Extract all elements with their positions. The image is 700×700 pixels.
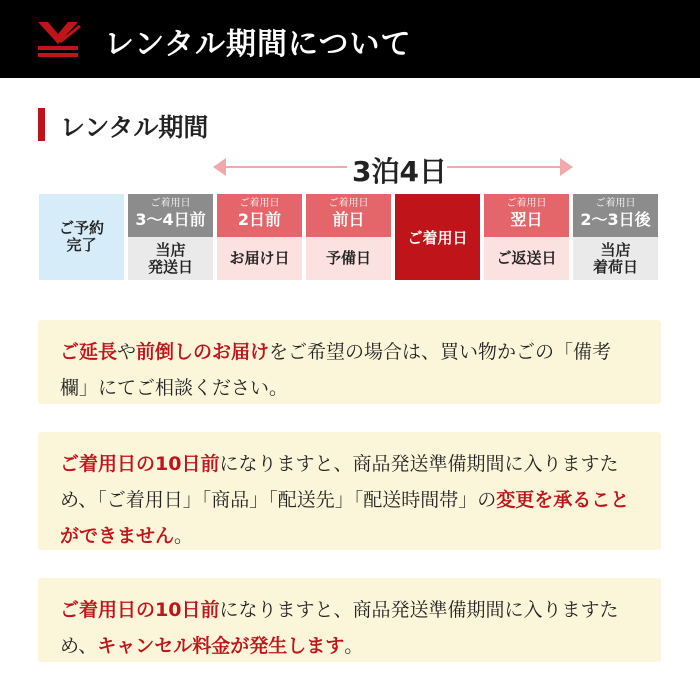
timeline-cell-day: 3～4日前 bbox=[135, 210, 206, 229]
timeline-cell-event: 予備日 bbox=[306, 237, 391, 280]
timeline-cell-day: 2～3日後 bbox=[580, 210, 651, 229]
timeline-cell-event: ご返送日 bbox=[484, 237, 569, 280]
page-title: レンタル期間について bbox=[104, 27, 412, 62]
timeline-cell-caption: ご着用日 bbox=[328, 198, 369, 209]
timeline-cell-day: 前日 bbox=[332, 210, 365, 229]
note-text: をご希望の場合は、買い物かごの「備考欄」にてご相談ください。 bbox=[60, 341, 612, 399]
timeline-cell-header bbox=[217, 194, 302, 237]
note-extension bbox=[38, 320, 661, 404]
note-cancel-fee bbox=[38, 578, 661, 662]
timeline-cell-day: 翌日 bbox=[510, 210, 543, 229]
timeline-cell-event: 当店 発送日 bbox=[128, 237, 213, 280]
period-label: 3泊4日 bbox=[352, 155, 447, 188]
timeline-cell bbox=[39, 194, 124, 280]
section-title: レンタル期間 bbox=[60, 113, 209, 142]
timeline-cell-day: 2日前 bbox=[237, 210, 282, 229]
note-text: や bbox=[117, 341, 137, 363]
note-highlight-text: ご延長 bbox=[60, 341, 118, 363]
timeline-cell-event: お届け日 bbox=[217, 237, 302, 280]
note-highlight-text: キャンセル料金が発生します bbox=[97, 635, 345, 657]
timeline-cell-caption: ご着用日 bbox=[150, 198, 191, 209]
timeline-cell-header bbox=[128, 194, 213, 237]
note-highlight-text: ご着用日の10日前 bbox=[60, 599, 220, 621]
timeline-cell-caption: ご着用日 bbox=[595, 198, 636, 209]
note-highlight-text: ご着用日の10日前 bbox=[60, 453, 220, 475]
note-text: 。 bbox=[344, 635, 364, 657]
page-header bbox=[0, 0, 700, 78]
note-text: になりますと、商品発送準備期間に入りますため、「ご着用日」「商品」「配送先」「配送時間帯」の bbox=[60, 453, 619, 511]
timeline-cell bbox=[395, 194, 480, 280]
timeline-cell bbox=[573, 194, 658, 280]
timeline-cell-event: 当店 着荷日 bbox=[573, 237, 658, 280]
timeline-cell bbox=[128, 194, 213, 280]
timeline-cell bbox=[217, 194, 302, 280]
timeline-cell-header bbox=[484, 194, 569, 237]
section-accent-bar bbox=[38, 108, 45, 141]
note-highlight-text: 前倒しのお届け bbox=[136, 341, 270, 363]
timeline-cell-header bbox=[306, 194, 391, 237]
note-change-deadline bbox=[38, 432, 661, 550]
note-text: になりますと、商品発送準備期間に入りますため、 bbox=[60, 599, 619, 657]
timeline-cell bbox=[306, 194, 391, 280]
timeline-cell bbox=[484, 194, 569, 280]
timeline-cell-label: ご予約 完了 bbox=[58, 219, 104, 254]
note-text: 。 bbox=[174, 525, 194, 547]
timeline-cell-caption: ご着用日 bbox=[506, 198, 547, 209]
timeline-cell-label: ご着用日 bbox=[407, 228, 468, 247]
brand-logo-icon bbox=[34, 18, 82, 60]
timeline-cell-header bbox=[573, 194, 658, 237]
note-highlight-text: 変更を承ることができません bbox=[60, 489, 630, 547]
timeline-cell-caption: ご着用日 bbox=[239, 198, 280, 209]
